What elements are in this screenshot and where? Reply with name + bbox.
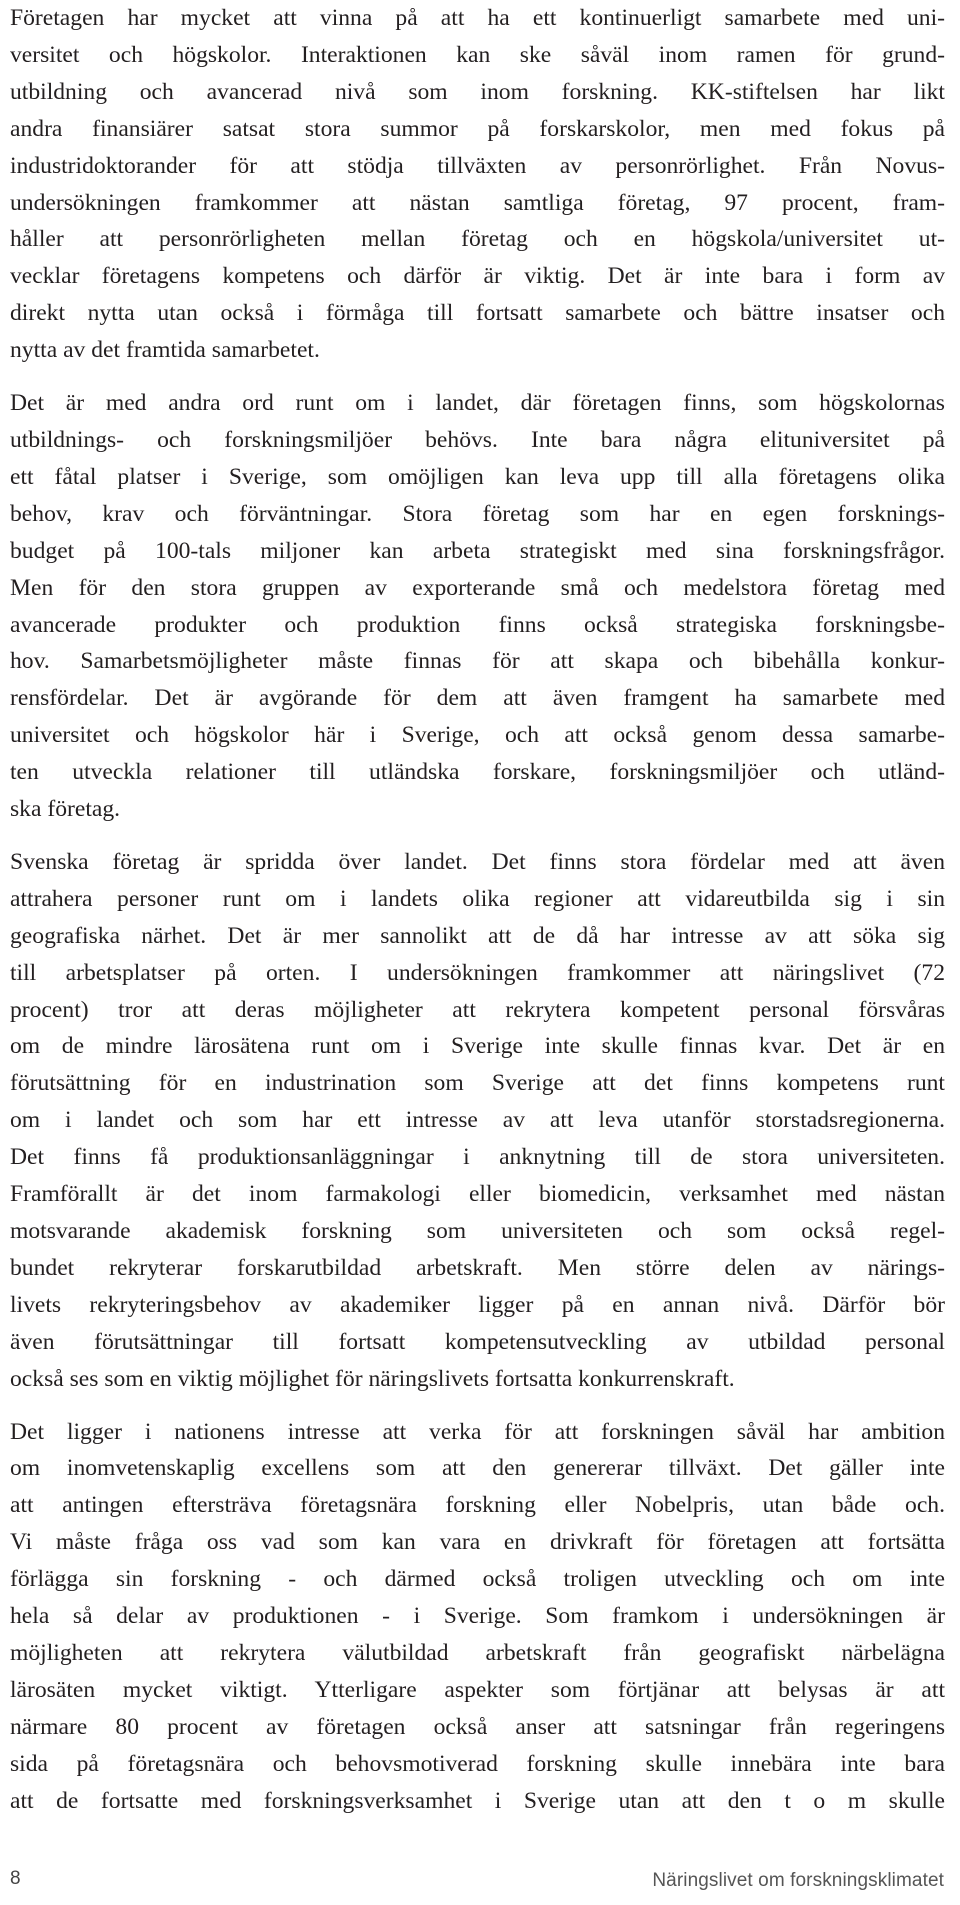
text-line: Det ligger i nationens intresse att verka för att forskningen såväl har ambition (10, 1418, 945, 1445)
text-line: attrahera personer runt om i landets olika regioner att vidareutbilda sig i sin (10, 885, 945, 912)
text-line: om i landet och som har ett intresse av att leva utanför storstadsregionerna. (10, 1107, 945, 1134)
text-line: budget på 100-tals miljoner kan arbeta strategiskt med sina forskningsfrågor. (10, 537, 945, 564)
text-line: livets rekryteringsbehov av akademiker ligger på en annan nivå. Därför bör (10, 1291, 945, 1318)
text-line: sida på företagsnära och behovsmotiverad forskning skulle innebära inte bara (10, 1750, 945, 1777)
text-line: ten utveckla relationer till utländska forskare, forskningsmiljöer och utländ- (10, 759, 945, 786)
running-footer-title: Näringslivet om forskningsklimatet (652, 1870, 944, 1891)
text-line: också ses som en viktig möjlighet för näringslivets fortsatta konkurrenskraft. (10, 1365, 735, 1392)
text-line: Men för den stora gruppen av exporterande små och medelstora företag med (10, 574, 945, 601)
text-line: förlägga sin forskning - och därmed också troligen utveckling och om inte (10, 1566, 945, 1593)
text-line: Svenska företag är spridda över landet. Det finns stora fördelar med att även (10, 848, 945, 875)
text-line: bundet rekryterar forskarutbildad arbetskraft. Men större delen av närings- (10, 1254, 945, 1281)
text-line: versitet och högskolor. Interaktionen kan ske såväl inom ramen för grund- (10, 41, 945, 68)
text-line: utbildning och avancerad nivå som inom forskning. KK-stiftelsen har likt (10, 78, 945, 105)
text-line: universitet och högskolor här i Sverige, och att också genom dessa samarbe- (10, 722, 945, 749)
text-line: hela så delar av produktionen - i Sverige. Som framkom i undersökningen är (10, 1603, 945, 1630)
text-line: ett fåtal platser i Sverige, som omöjligen kan leva upp till alla företagens olika (10, 463, 945, 490)
text-line: undersökningen framkommer att nästan samtliga företag, 97 procent, fram- (10, 189, 945, 216)
text-line: utbildnings- och forskningsmiljöer behövs. Inte bara några elituniversitet på (10, 426, 945, 453)
text-line: Framförallt är det inom farmakologi eller biomedicin, verksamhet med nästan (10, 1181, 945, 1208)
paragraph (10, 1414, 945, 1820)
text-line: till arbetsplatser på orten. I undersökningen framkommer att näringslivet (72 (10, 959, 945, 986)
text-line: geografiska närhet. Det är mer sannolikt att de då har intresse av att söka sig (10, 922, 945, 949)
text-line: att de fortsatte med forskningsverksamhet i Sverige utan att den t o m skulle (10, 1787, 945, 1814)
text-line: även förutsättningar till fortsatt kompetensutveckling av utbildad personal (10, 1328, 945, 1355)
page-footer (10, 1868, 944, 1896)
text-line: vecklar företagens kompetens och därför är viktig. Det är inte bara i form av (10, 263, 945, 290)
text-line: Vi måste fråga oss vad som kan vara en drivkraft för företagen att fortsätta (10, 1529, 945, 1556)
text-line: Det finns få produktionsanläggningar i anknytning till de stora universiteten. (10, 1144, 945, 1171)
text-line: håller att personrörligheten mellan företag och en högskola/universitet ut- (10, 226, 945, 253)
page-number: 8 (10, 1868, 21, 1889)
paragraph (10, 844, 945, 1398)
paragraph (10, 385, 945, 828)
text-line: om de mindre lärosätena runt om i Sverige inte skulle finnas kvar. Det är en (10, 1033, 945, 1060)
paragraph (10, 0, 945, 369)
text-line: Det är med andra ord runt om i landet, där företagen finns, som högskolornas (10, 390, 945, 417)
text-line: procent) tror att deras möjligheter att rekrytera kompetent personal försvåras (10, 996, 945, 1023)
text-line: behov, krav och förväntningar. Stora företag som har en egen forsknings- (10, 500, 945, 527)
text-line: närmare 80 procent av företagen också anser att satsningar från regeringens (10, 1713, 945, 1740)
text-line: möjligheten att rekrytera välutbildad arbetskraft från geografiskt närbelägna (10, 1639, 945, 1666)
text-line: motsvarande akademisk forskning som universiteten och som också regel- (10, 1218, 945, 1244)
text-line: avancerade produkter och produktion finns också strategiska forskningsbe- (10, 611, 945, 638)
text-line: förutsättning för en industrination som Sverige att det finns kompetens runt (10, 1070, 945, 1097)
text-line: om inomvetenskaplig excellens som att den genererar tillväxt. Det gäller inte (10, 1455, 945, 1482)
text-line: direkt nytta utan också i förmåga till fortsatt samarbete och bättre insatser och (10, 300, 945, 327)
text-line: industridoktorander för att stödja tillväxten av personrörlighet. Från Novus- (10, 152, 945, 179)
text-line: ska företag. (10, 796, 121, 823)
text-line: rensfördelar. Det är avgörande för dem att även framgent ha samarbete med (10, 685, 945, 712)
text-line: att antingen eftersträva företagsnära forskning eller Nobelpris, utan både och. (10, 1492, 945, 1519)
text-line: andra finansiärer satsat stora summor på forskarskolor, men med fokus på (10, 115, 945, 142)
text-line: hov. Samarbetsmöjligheter måste finnas för att skapa och bibehålla konkur- (10, 648, 945, 675)
text-line: nytta av det framtida samarbetet. (10, 337, 320, 364)
text-line: Företagen har mycket att vinna på att ha ett kontinuerligt samarbete med uni- (10, 5, 945, 31)
text-line: lärosäten mycket viktigt. Ytterligare aspekter som förtjänar att belysas är att (10, 1676, 945, 1703)
body-text (10, 0, 945, 1836)
